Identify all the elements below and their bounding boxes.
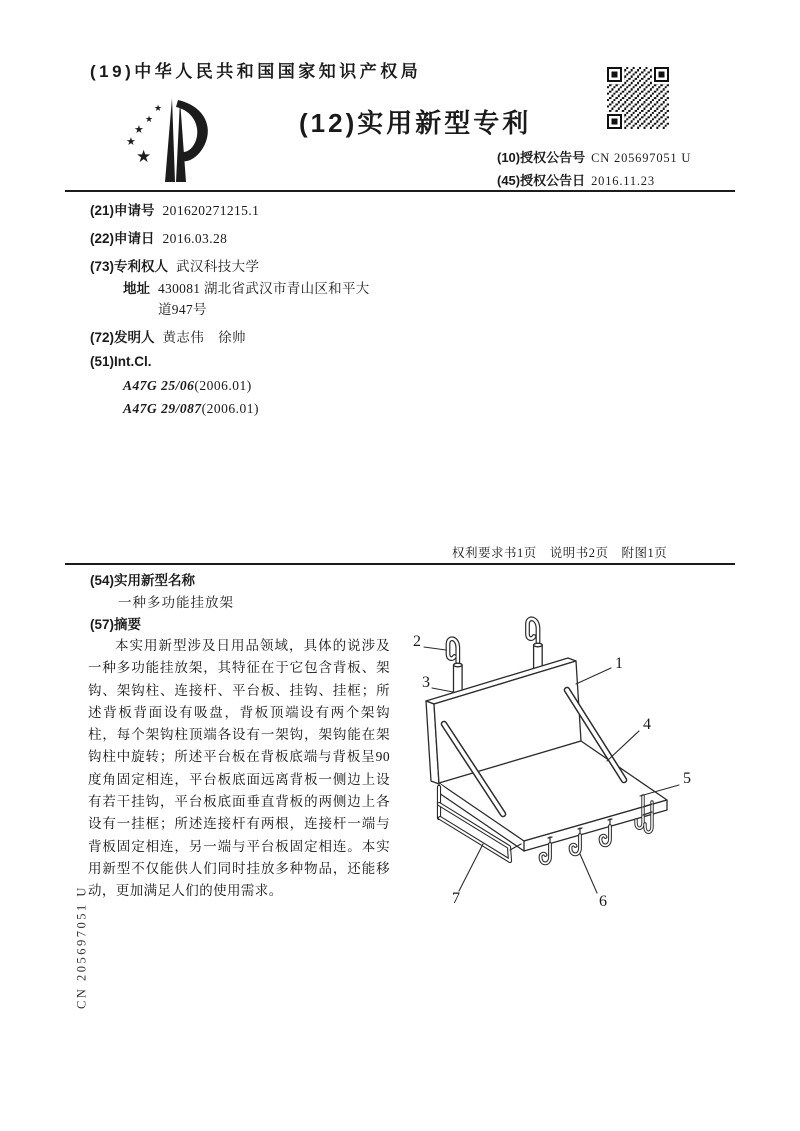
publication-date-value: 2016.11.23 (591, 174, 655, 188)
figure-label-6: 6 (599, 893, 607, 910)
patent-office-name: (19)中华人民共和国国家知识产权局 (90, 62, 422, 81)
patentee-label: (73)专利权人 (90, 259, 169, 274)
figure-label-3: 3 (422, 674, 430, 691)
application-number-label: (21)申请号 (90, 203, 155, 218)
top-hook-icon (448, 619, 538, 665)
star-icon: ★ (126, 136, 136, 148)
application-date-row (90, 227, 227, 247)
intcl-label: (51)Int.Cl. (90, 354, 152, 369)
document-pages-info: 权利要求书1页 说明书2页 附图1页 (452, 546, 668, 560)
address-label: 地址 (123, 281, 150, 296)
figure-label-4: 4 (643, 716, 651, 733)
abstract-text: 本实用新型涉及日用品领域，具体的说涉及一种多功能挂放架，其特征在于它包含背板、架钩、架钩柱、连接杆、平台板、挂钩、挂框；所述背板背面设有吸盘，背板顶端设有两个架钩柱，每个架钩柱顶端各设有一架钩，架钩能在架钩柱中旋转；所述平台板在背板底端与背板呈90度角固定相连，平台板底面远离背板一侧边上设有若干挂钩，平台板底面垂直背板的两侧边上各设有一挂框；所述连接杆有两根，连接杆一端与背板固定相连，另一端与平台板固定相连。本实用新型不仅能供人们同时挂放多种物品，还能移动，更加满足人们的使用需求。 (88, 638, 390, 899)
publication-number-row (497, 147, 691, 166)
publication-number-label: (10)授权公告号 (497, 150, 586, 165)
address-value: 430081 湖北省武汉市青山区和平大 道947号 (158, 281, 370, 317)
side-publication-code: CN 205697051 U (74, 885, 89, 1009)
section-divider (65, 563, 735, 565)
application-number-row (90, 199, 259, 219)
ipc-classification (123, 401, 259, 417)
intcl-row (90, 354, 152, 369)
star-icon: ★ (145, 114, 154, 124)
qr-code (607, 67, 669, 129)
address-row (123, 277, 410, 320)
inventors-row (90, 326, 246, 346)
figure-label-1: 1 (615, 655, 623, 672)
inventors-label: (72)发明人 (90, 330, 155, 345)
invention-title: 一种多功能挂放架 (118, 595, 234, 610)
application-date-value: 2016.03.28 (162, 231, 228, 246)
abstract-section-label: (57)摘要 (90, 617, 142, 632)
figure-label-7: 7 (452, 890, 460, 907)
title-section-label: (54)实用新型名称 (90, 573, 196, 588)
application-date-label: (22)申请日 (90, 231, 155, 246)
star-icon: ★ (136, 147, 152, 166)
ipc-classification (123, 378, 252, 394)
figure-label-2: 2 (413, 633, 421, 650)
publication-date-label: (45)授权公告日 (497, 173, 586, 188)
figure-label-5: 5 (683, 770, 691, 787)
cnipa-logo-icon (118, 92, 228, 186)
ipc-version: (2006.01) (201, 401, 260, 416)
ipc-code: A47G 29/087 (123, 401, 202, 416)
patent-figure (400, 598, 730, 918)
application-number-value: 201620271215.1 (162, 203, 260, 218)
star-icon: ★ (134, 124, 144, 136)
ipc-code: A47G 25/06 (123, 378, 195, 393)
document-kind-title: (12)实用新型专利 (299, 108, 532, 138)
star-icon: ★ (154, 103, 163, 113)
patentee-value: 武汉科技大学 (176, 259, 260, 274)
ipc-version: (2006.01) (194, 378, 252, 393)
publication-date-row (497, 170, 655, 189)
header-divider (65, 190, 735, 192)
patentee-row (90, 255, 259, 275)
publication-number-value: CN 205697051 U (591, 151, 692, 165)
inventors-value: 黄志伟 徐帅 (162, 330, 246, 345)
